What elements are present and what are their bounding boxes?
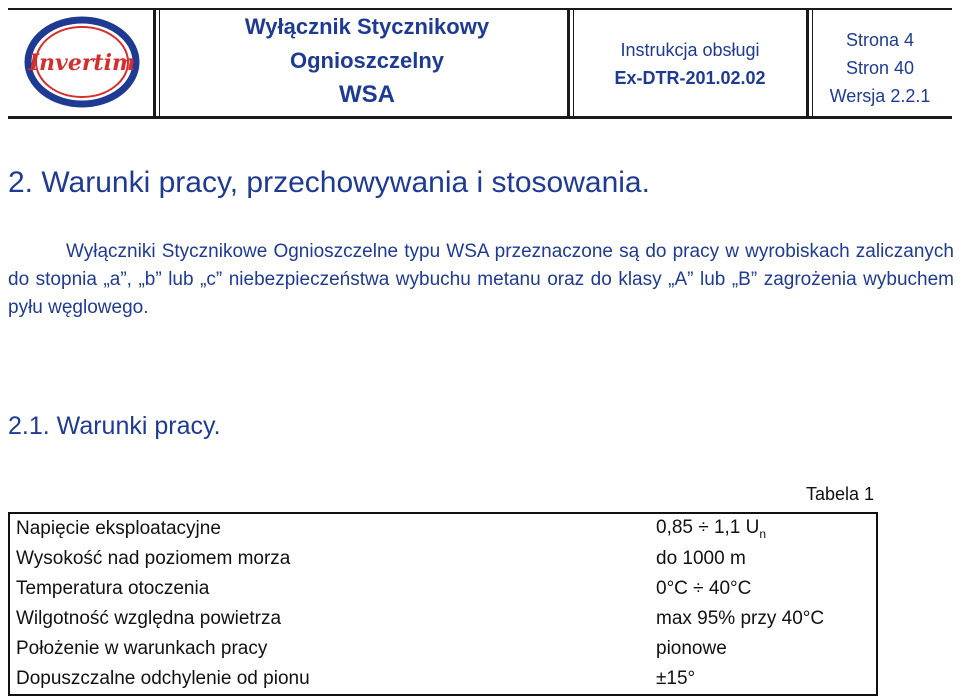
page-header [0, 0, 960, 126]
row-label: Temperatura otoczenia [16, 578, 210, 599]
row-label: Położenie w warunkach pracy [16, 638, 268, 659]
row-label: Wysokość nad poziomem morza [16, 548, 291, 569]
table-caption: Tabela 1 [805, 484, 874, 504]
row-value: do 1000 m [656, 548, 746, 569]
section-heading: 2. Warunki pracy, przechowywania i stosowania. [8, 166, 650, 199]
row-value: pionowe [656, 638, 727, 659]
doc-code: Ex-DTR-201.02.02 [614, 68, 766, 88]
header-divider-2b [573, 8, 574, 118]
row-label: Napięcie eksploatacyjne [16, 518, 221, 539]
row-value-subscript: n [759, 526, 767, 541]
row-value: 0°C ÷ 40°C [656, 578, 752, 599]
header-divider-2 [567, 8, 570, 118]
title-line-1: Wyłącznik Stycznikowy [244, 14, 490, 39]
table-row [9, 634, 877, 664]
header-divider-1 [153, 8, 156, 118]
page-info [805, 26, 955, 110]
version: Wersja 2.2.1 [829, 86, 931, 106]
row-value: ±15° [656, 668, 696, 689]
document-info [590, 36, 790, 92]
company-logo [22, 14, 142, 110]
title-line-3: WSA [339, 81, 395, 108]
row-label: Wilgotność względna powietrza [16, 608, 282, 629]
page-number: Strona 4 [845, 30, 915, 50]
page-count: Stron 40 [845, 58, 915, 78]
row-value-text: 0,85 ÷ 1,1 U [656, 517, 760, 539]
row-label: Dopuszczalne odchylenie od pionu [16, 668, 310, 689]
table-row [9, 544, 877, 574]
logo-text: Invertim [28, 50, 136, 76]
document-title [182, 10, 552, 112]
table-row [9, 604, 877, 634]
table-row [9, 664, 877, 695]
table-row [9, 513, 877, 544]
title-line-2: Ognioszczelny [289, 48, 445, 73]
row-value: max 95% przy 40°C [656, 608, 825, 629]
section-paragraph: Wyłączniki Stycznikowe Ognioszczelne typu WSA przeznaczone są do pracy w wyrobiskach zaliczanych do stopnia „a”, „b” lub „c” niebezpieczeństwa wybuchu metanu oraz do klasy „A” lub „B” zagrożenia wybuchem pyłu węglowego. [8, 241, 954, 318]
working-conditions-table [8, 512, 878, 696]
doc-label: Instrukcja obsługi [620, 40, 760, 60]
header-divider-1b [159, 8, 160, 118]
table-row [9, 574, 877, 604]
header-bottom-rule [8, 116, 952, 119]
subsection-heading: 2.1. Warunki pracy. [8, 412, 221, 440]
row-value [650, 513, 877, 544]
